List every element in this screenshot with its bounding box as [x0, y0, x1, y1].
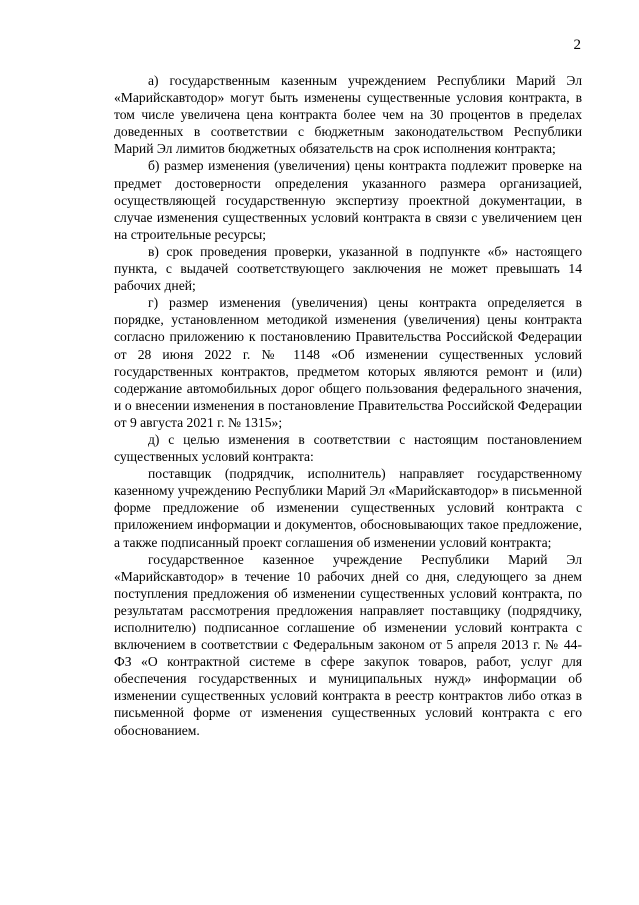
paragraph-d: д) с целью изменения в соответствии с настоящим постановлением существенных условий контракта:: [114, 431, 582, 465]
paragraph-g: г) размер изменения (увеличения) цены контракта определяется в порядке, установленном методикой изменения (увеличения) цены контракта согласно приложению к постановлению Правительства Российской Федерации от 28 июня 2022 г. № 1148 «Об изменении существенных условий государственных контрактов, предметом которых являются ремонт и (или) содержание автомобильных дорог общего пользования федерального значения, и о внесении изменения в постановление Правительства Российской Федерации от 9 августа 2021 г. № 1315»;: [114, 295, 582, 430]
document-body: [114, 72, 582, 739]
paragraph-d-supplier: поставщик (подрядчик, исполнитель) направляет государственному казенному учреждению Республики Марий Эл «Марийскавтодор» в письменной форме предложение об изменении существенных условий контракта с приложением информации и документов, обосновывающих такое предложение, а также подписанный проект соглашения об изменении условий контракта;: [114, 466, 582, 550]
paragraph-d-institution: государственное казенное учреждение Республики Марий Эл «Марийскавтодор» в течение 10 рабочих дней со дня, следующего за днем поступления предложения об изменении существенных условий контракта, по результатам рассмотрения предложения направляет поставщику (подрядчику, исполнителю) подписанное соглашение об изменении условий контракта с включением в соответствии с Федеральным законом от 5 апреля 2013 г. № 44-ФЗ «О контрактной системе в сфере закупок товаров, работ, услуг для обеспечения государственных и муниципальных нужд» информации об изменении существенных условий контракта в реестр контрактов либо отказ в письменной форме от изменения существенных условий контракта с его обоснованием.: [114, 551, 582, 738]
page-number: 2: [573, 37, 581, 53]
paragraph-a: а) государственным казенным учреждением Республики Марий Эл «Марийскавтодор» могут быть изменены существенные условия контракта, в том числе увеличена цена контракта более чем на 30 процентов в пределах доведенных в соответствии с бюджетным законодательством Республики Марий Эл лимитов бюджетных обязательств на срок исполнения контракта;: [114, 73, 582, 157]
paragraph-v: в) срок проведения проверки, указанной в подпункте «б» настоящего пункта, с выдачей соответствующего заключения не может превышать 14 рабочих дней;: [114, 243, 582, 294]
paragraph-b: б) размер изменения (увеличения) цены контракта подлежит проверке на предмет достоверности определения указанного размера организацией, осуществляющей государственную экспертизу проектной документации, в случае изменения существенных условий контракта в связи с увеличением цен на строительные ресурсы;: [114, 158, 582, 242]
